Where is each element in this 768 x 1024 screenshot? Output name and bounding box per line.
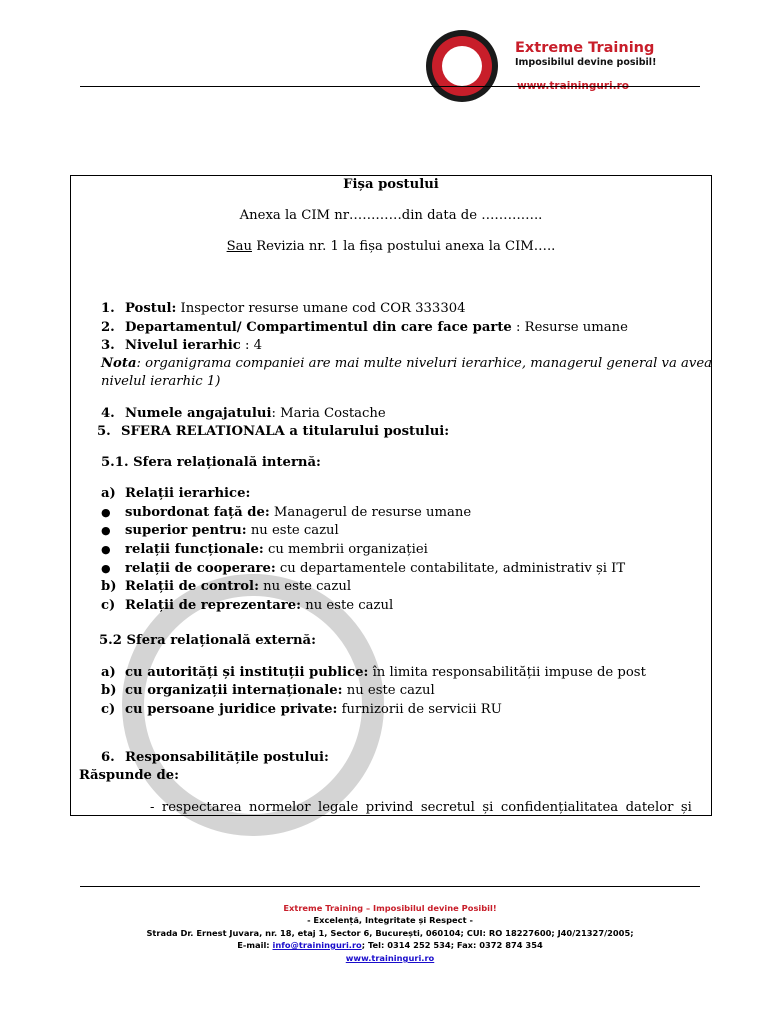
item-2: 2. Departamentul/ Compartimentul din care face parte : Resurse umane [101, 320, 628, 335]
footer-line-5 [80, 953, 700, 964]
s51-bullet-2: ● superior pentru: nu este cazul [101, 523, 339, 538]
annex-line: Anexa la CIM nr…………din data de ………….. [239, 208, 543, 223]
footer-line-4: E-mail: info@traininguri.ro; Tel: 0314 252 534; Fax: 0372 874 354 [237, 940, 543, 950]
brand-url[interactable]: www.traininguri.ro [517, 80, 629, 92]
revision-line [70, 239, 712, 255]
item-4: 4. Numele angajatului: Maria Costache [101, 406, 386, 421]
s52-a: a) cu autorități și instituții publice: în limita responsabilității impuse de post [101, 665, 646, 680]
brand-name: Extreme Training [515, 40, 655, 56]
revision-text: Revizia nr. 1 la fișa postului anexa la CIM….. [252, 239, 556, 254]
s51-bullet-4: ● relații de cooperare: cu departamentele contabilitate, administrativ și IT [101, 561, 626, 576]
logo-icon [423, 27, 501, 105]
raspunde-label: Răspunde de: [79, 768, 180, 783]
item-3: 3. Nivelul ierarhic : 4 [101, 338, 263, 353]
s51-bullet-3: ● relații funcționale: cu membrii organizației [101, 542, 428, 557]
s51-a: a) Relații ierarhice: [101, 486, 251, 501]
revision-prefix: Sau [226, 239, 252, 254]
footer-line-2: - Excelență, Integritate și Respect - [307, 915, 473, 925]
s52-c: c) cu persoane juridice private: furnizorii de servicii RU [101, 702, 502, 717]
s51-b: b) Relații de control: nu este cazul [101, 579, 352, 594]
item-1: 1. Postul: Inspector resurse umane cod COR 333304 [101, 301, 466, 316]
footer-divider [80, 886, 700, 887]
s51-c: c) Relații de reprezentare: nu este cazul [101, 598, 394, 613]
section-5-1-title: 5.1. Sfera relațională internă: [101, 455, 321, 470]
s52-b: b) cu organizații internaționale: nu este cazul [101, 683, 435, 698]
responsibility-line: - respectarea normelor legale privind secretul și confidențialitatea datelor și [150, 800, 692, 815]
footer-line-3: Strada Dr. Ernest Juvara, nr. 18, etaj 1, Sector 6, București, 060104; CUI: RO 18227600; J40/21327/2005; [146, 928, 634, 938]
brand-tagline: Imposibilul devine posibil! [515, 57, 657, 68]
nota-line-2: nivelul ierarhic 1) [101, 374, 221, 389]
footer-url-link[interactable]: www.traininguri.ro [345, 953, 435, 963]
section-5-2-title: 5.2 Sfera relațională externă: [99, 633, 316, 648]
item-5: 5. SFERA RELATIONALA a titularului postului: [97, 424, 450, 439]
brand-block [515, 39, 656, 69]
footer-line-1: Extreme Training – Imposibilul devine Posibil! [283, 903, 497, 913]
page-title: Fișa postului [343, 177, 439, 192]
nota-line-1: Nota: organigrama companiei are mai multe niveluri ierarhice, managerul general va avea [101, 356, 713, 371]
footer-email-link[interactable]: info@traininguri.ro [272, 940, 362, 950]
s51-bullet-1: ● subordonat față de: Managerul de resurse umane [101, 505, 472, 520]
item-6: 6. Responsabilitățile postului: [101, 750, 329, 765]
header-divider [80, 86, 700, 87]
